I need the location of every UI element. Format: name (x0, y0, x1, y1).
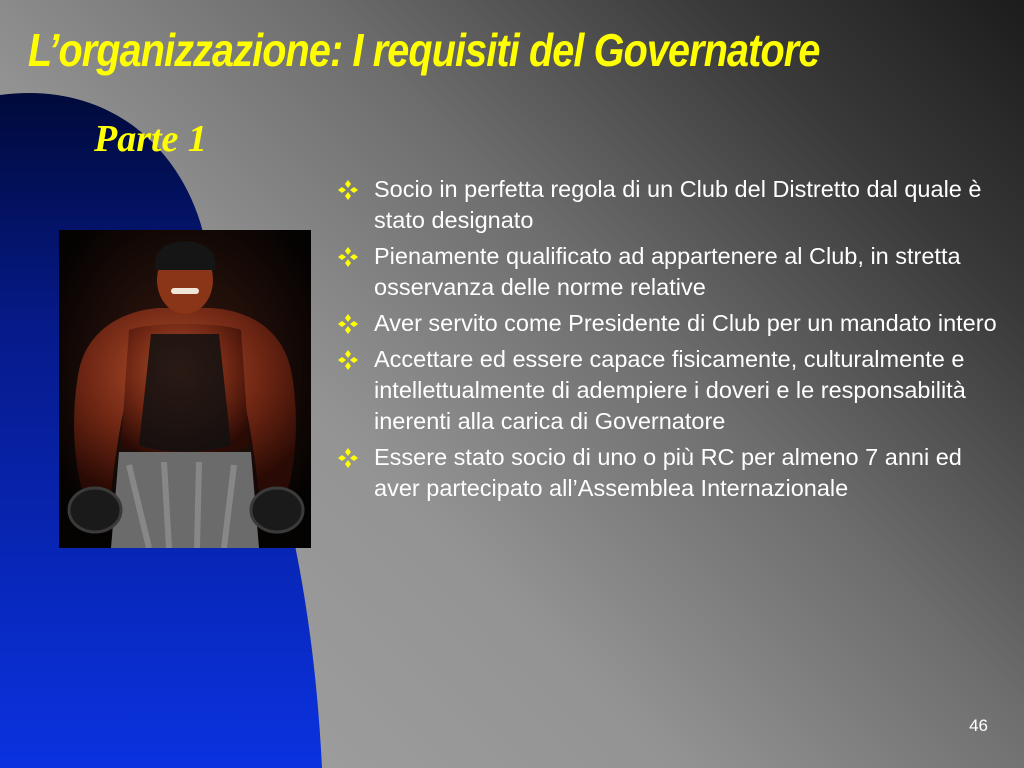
list-item-text: Accettare ed essere capace fisicamente, culturalmente e intellettualmente di adempiere i doveri e le responsabilità inerenti alla carica di Governatore (374, 346, 966, 434)
diamond-bullet-icon (338, 442, 374, 473)
list-item (338, 241, 1013, 303)
list-item-text: Essere stato socio di uno o più RC per almeno 7 anni ed aver partecipato all’Assemblea Internazionale (374, 444, 962, 501)
list-item-text: Pienamente qualificato ad appartenere al Club, in stretta osservanza delle norme relative (374, 243, 961, 300)
diamond-bullet-icon (338, 308, 374, 339)
list-item (338, 344, 1013, 437)
list-item-text: Socio in perfetta regola di un Club del Distretto dal quale è stato designato (374, 176, 982, 233)
list-item-text: Aver servito come Presidente di Club per un mandato intero (374, 310, 997, 336)
page-number: 46 (969, 716, 988, 735)
requirements-list (338, 174, 1013, 509)
diamond-bullet-icon (338, 241, 374, 272)
diamond-bullet-icon (338, 344, 374, 375)
bodybuilder-photo (59, 230, 311, 548)
list-item (338, 442, 1013, 504)
diamond-bullet-icon (338, 174, 374, 205)
list-item (338, 174, 1013, 236)
slide-subtitle: Parte 1 (94, 118, 207, 160)
slide-title: L’organizzazione: I requisiti del Governatore (28, 24, 820, 76)
list-item (338, 308, 1013, 339)
